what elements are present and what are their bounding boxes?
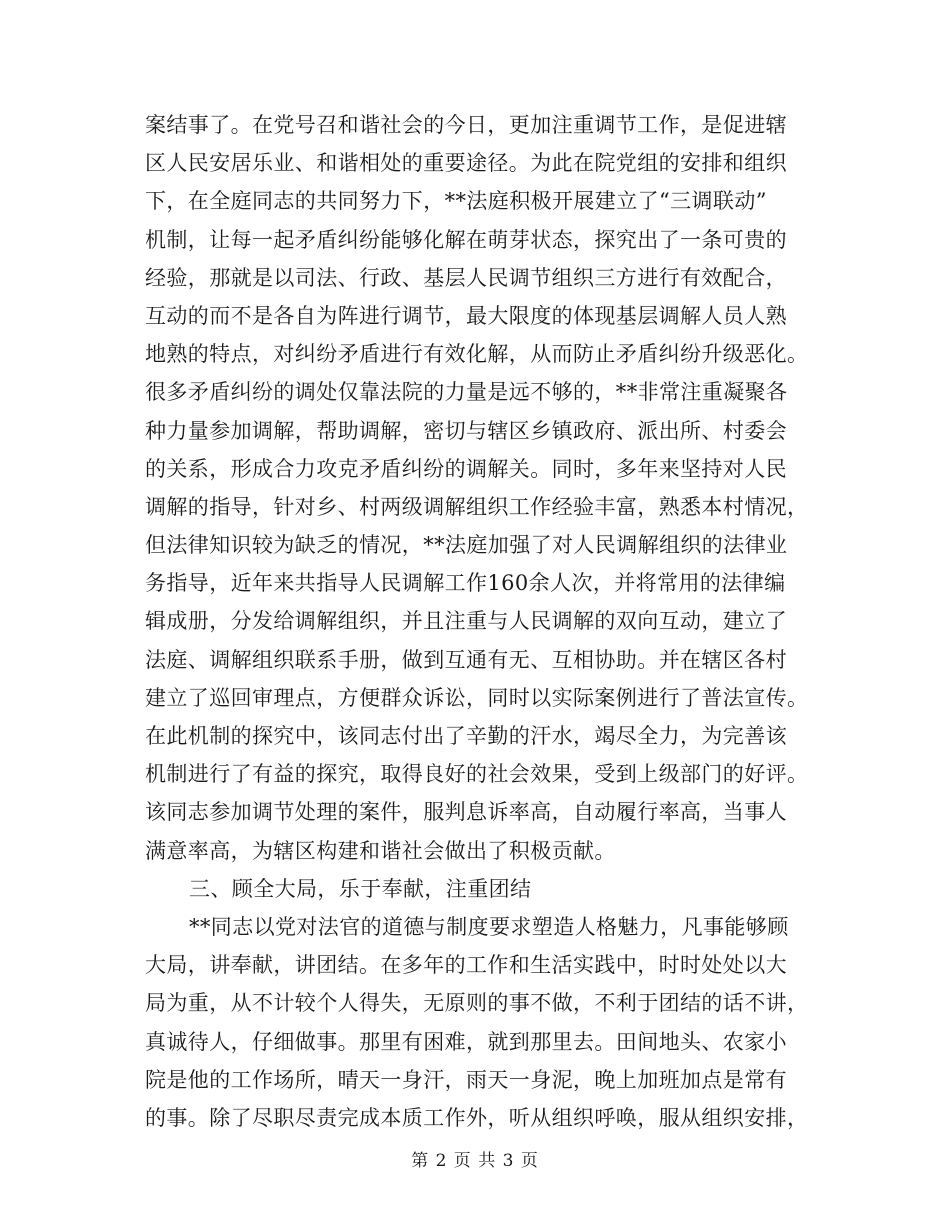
text-line: 法庭、调解组织联系手册，做到互通有无、互相协助。并在辖区各村 xyxy=(145,647,787,672)
text-line: 务指导，近年来共指导人民调解工作160余人次，并将常用的法律编 xyxy=(145,571,786,596)
text-line: 经验，那就是以司法、行政、基层人民调节组织三方进行有效配合， xyxy=(145,265,787,290)
text-line: **同志以党对法官的道德与制度要求塑造人格魅力，凡事能够顾 xyxy=(189,914,789,939)
text-line: 的关系，形成合力攻克矛盾纠纷的调解关。同时，多年来坚持对人民 xyxy=(145,456,787,481)
text-line: 真诚待人，仔细做事。那里有困难，就到那里去。田间地头、农家小 xyxy=(145,1029,787,1054)
text-line: 种力量参加调解，帮助调解，密切与辖区乡镇政府、派出所、村委会 xyxy=(145,418,787,443)
text-line: 在此机制的探究中，该同志付出了辛勤的汗水，竭尽全力，为完善该 xyxy=(145,724,787,748)
text-line: 该同志参加调节处理的案件，服判息诉率高，自动履行率高，当事人 xyxy=(145,800,787,825)
text-line: 但法律知识较为缺乏的情况，**法庭加强了对人民调解组织的法律业 xyxy=(145,533,788,558)
text-line: 机制，让每一起矛盾纠纷能够化解在萌芽状态，探究出了一条可贵的 xyxy=(145,227,787,252)
text-line: 很多矛盾纠纷的调处仅靠法院的力量是远不够的，**非常注重凝聚各 xyxy=(145,380,788,405)
text-line: 案结事了。在党号召和谐社会的今日，更加注重调节工作，是促进辖 xyxy=(145,113,787,137)
text-line: 院是他的工作场所，晴天一身汗，雨天一身泥，晚上加班加点是常有 xyxy=(145,1067,787,1092)
text-line: 区人民安居乐业、和谐相处的重要途径。为此在院党组的安排和组织 xyxy=(145,151,787,176)
text-line: 大局，讲奉献，讲团结。在多年的工作和生活实践中，时时处处以大 xyxy=(145,953,787,978)
text-line: 下，在全庭同志的共同努力下，**法庭积极开展建立了“三调联动” xyxy=(145,189,767,214)
text-line: 辑成册，分发给调解组织，并且注重与人民调解的双向互动，建立了 xyxy=(145,609,787,634)
page-footer: 第 2 页 共 3 页 xyxy=(411,1151,539,1171)
text-line: 满意率高，为辖区构建和谐社会做出了积极贡献。 xyxy=(145,838,616,863)
body-text xyxy=(145,106,810,1137)
text-line: 地熟的特点，对纠纷矛盾进行有效化解，从而防止矛盾纠纷升级恶化。 xyxy=(145,342,809,367)
text-line: 互动的而不是各自为阵进行调节，最大限度的体现基层调解人员人熟 xyxy=(145,303,787,328)
text-line: 局为重，从不计较个人得失，无原则的事不做，不利于团结的话不讲， xyxy=(145,991,809,1016)
text-line: 调解的指导，针对乡、村两级调解组织工作经验丰富，熟悉本村情况， xyxy=(145,494,809,519)
text-line: 机制进行了有益的探究，取得良好的社会效果，受到上级部门的好评。 xyxy=(145,762,809,787)
text-line: 建立了巡回审理点，方便群众诉讼，同时以实际案例进行了普法宣传。 xyxy=(145,685,809,710)
text-line: 的事。除了尽职尽责完成本质工作外，听从组织呼唤，服从组织安排， xyxy=(145,1105,809,1130)
section-heading: 三、顾全大局，乐于奉献，注重团结 xyxy=(189,876,532,901)
